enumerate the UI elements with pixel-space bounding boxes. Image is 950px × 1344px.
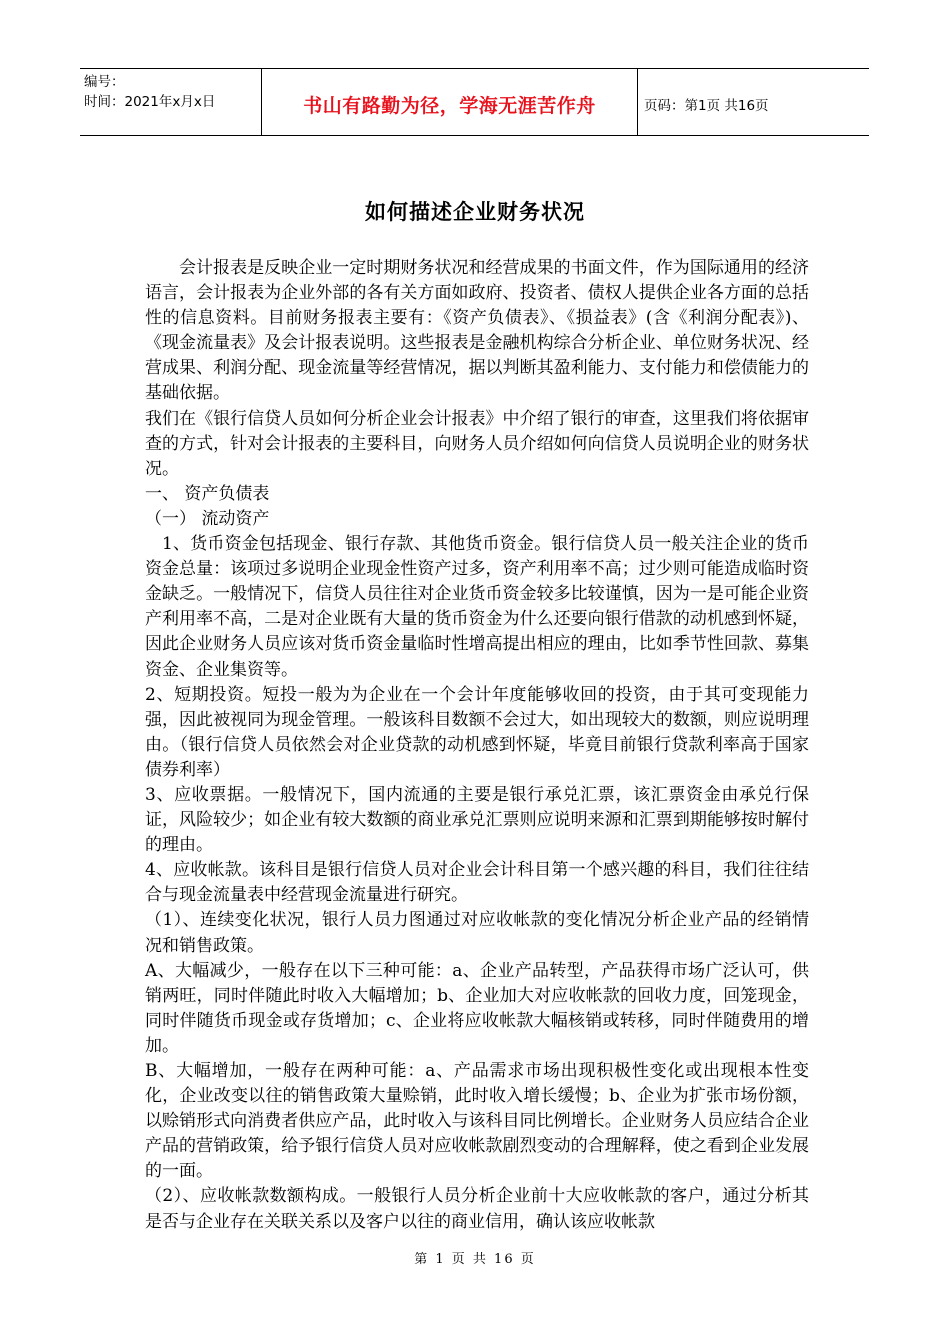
paragraph-notes-receivable: 3、应收票据。一般情况下，国内流通的主要是银行承兑汇票，该汇票资金由承兑行保证，风险较少；如企业有较大数额的商业承兑汇票则应说明来源和汇票到期能够按时解付的理由。 bbox=[145, 784, 809, 856]
section-heading-balance-sheet: 一、 资产负债表 bbox=[145, 483, 270, 504]
paragraph-monetary-funds: 1、货币资金包括现金、银行存款、其他货币资金。银行信贷人员一般关注企业的货币资金总量：该项过多说明企业现金性资产过多，资产利用率不高；过少则可能造成临时资金缺乏。一般情况下，信贷人员往往对企业货币资金较多比较谨慎，因为一是可能企业资产利用率不高，二是对企业既有大量的货币资金为什么还要向银行借款的动机感到怀疑，因此企业财务人员应该对货币资金量临时性增高提出相应的理由，比如季节性回款、募集资金、企业集资等。 bbox=[145, 534, 809, 680]
header-motto: 书山有路勤为径，学海无涯苦作舟 bbox=[262, 69, 638, 135]
paragraph-receivable-composition: （2）、应收帐款数额构成。一般银行人员分析企业前十大应收帐款的客户，通过分析其是否与企业存在关联关系以及客户以往的商业信用，确认该应收帐款 bbox=[145, 1186, 809, 1232]
paragraph-continuous-change: （1）、连续变化状况，银行人员力图通过对应收帐款的变化情况分析企业产品的经销情况和销售政策。 bbox=[145, 910, 809, 956]
subsection-heading-current-assets: （一） 流动资产 bbox=[145, 508, 270, 529]
document-body bbox=[145, 256, 809, 1235]
code-label: 编号： bbox=[84, 74, 125, 90]
paragraph-accounts-receivable: 4、应收帐款。该科目是银行信贷人员对企业会计科目第一个感兴趣的科目，我们往往结合与现金流量表中经营现金流量进行研究。 bbox=[145, 860, 809, 906]
paragraph-purpose: 我们在《银行信贷人员如何分析企业会计报表》中介绍了银行的审查，这里我们将依据审查的方式，针对会计报表的主要科目，向财务人员介绍如何向信贷人员说明企业的财务状况。 bbox=[145, 408, 809, 479]
document-title: 如何描述企业财务状况 bbox=[365, 200, 585, 224]
paragraph-intro: 会计报表是反映企业一定时期财务状况和经营成果的书面文件，作为国际通用的经济语言，会计报表为企业外部的各有关方面如政府、投资者、债权人提供企业各方面的总括性的信息资料。目前财务报表主要有：《资产负债表》、《损益表》(含《利润分配表》)、《现金流量表》及会计报表说明。这些报表是金融机构综合分析企业、单位财务状况、经营成果、利润分配、现金流量等经营情况，据以判断其盈利能力、支付能力和偿债能力的基础依据。 bbox=[145, 258, 809, 404]
paragraph-sharp-increase: B、大幅增加，一般存在两种可能：a、产品需求市场出现积极性变化或出现根本性变化，企业改变以往的销售政策大量赊销，此时收入增长缓慢；b、企业为扩张市场份额，以赊销形式向消费者供应产品，此时收入与该科目同比例增长。企业财务人员应结合企业产品的营销政策，给予银行信贷人员对应收帐款剧烈变动的合理解释，使之看到企业发展的一面。 bbox=[145, 1061, 809, 1182]
paragraph-short-term-investment: 2、短期投资。短投一般为为企业在一个会计年度能够收回的投资，由于其可变现能力强，因此被视同为现金管理。一般该科目数额不会过大，如出现较大的数额，则应说明理由。（银行信贷人员依然会对企业贷款的动机感到怀疑，毕竟目前银行贷款利率高于国家债券利率） bbox=[145, 684, 809, 780]
page-footer: 第 1 页 共 16 页 bbox=[414, 1252, 536, 1267]
date-label: 时间：2021年x月x日 bbox=[84, 94, 216, 110]
header-page-number: 页码：第1页 共16页 bbox=[644, 98, 769, 114]
header-meta bbox=[80, 69, 262, 135]
paragraph-sharp-decrease: A、大幅减少，一般存在以下三种可能：a、企业产品转型，产品获得市场广泛认可，供销两旺，同时伴随此时收入大幅增加；b、企业加大对应收帐款的回收力度，回笼现金，同时伴随货币现金或存货增加；c、企业将应收帐款大幅核销或转移，同时伴随费用的增加。 bbox=[145, 960, 809, 1056]
page-header bbox=[80, 68, 869, 136]
